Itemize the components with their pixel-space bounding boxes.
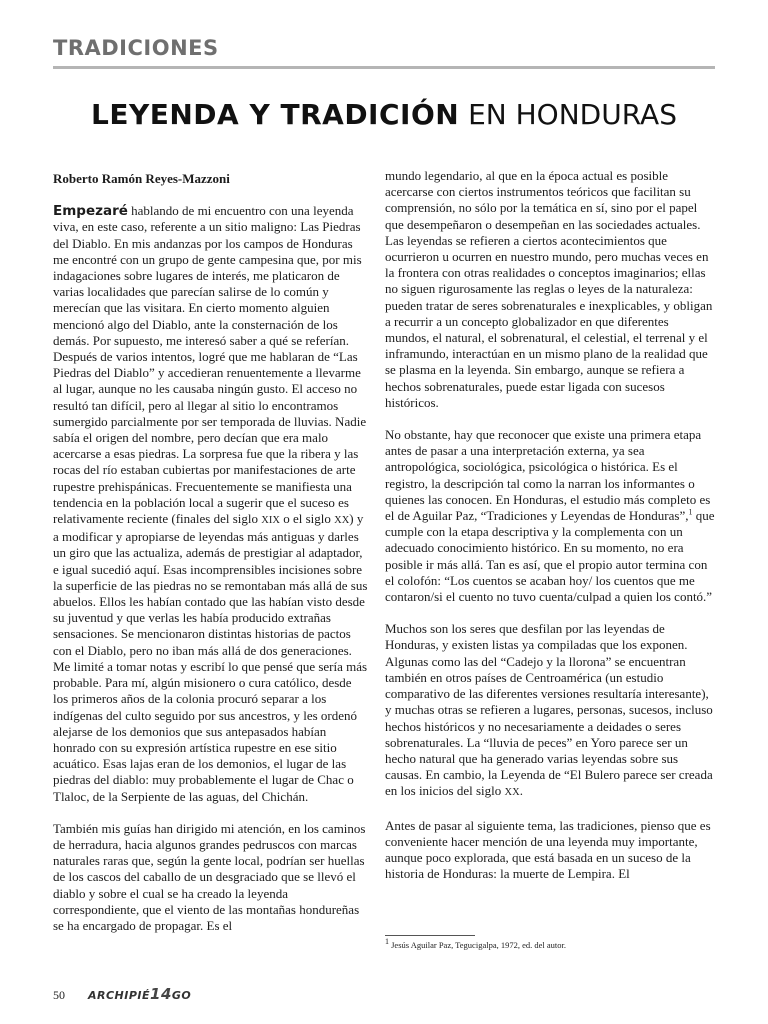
small-caps-text: XX (334, 515, 350, 527)
page-number: 50 (53, 988, 65, 1002)
article-column-right (385, 168, 715, 898)
article-title-bold: LEYENDA Y TRADICIÓN (91, 98, 460, 131)
article-paragraph (385, 427, 715, 605)
logo-text: ARCHIPIÉ (88, 989, 151, 1002)
paragraph-text: que cumple con la etapa descriptiva y la complementa con un adecuado conocimiento histórico. En su momento, no era posible ir más allá. Tan es así, que el propio autor termina con el colofón: “Los cuentos se acaban hoy/ los cuentos que me contaron/si el cuento no tuvo cuenta/culpad a quien los contó.” (385, 508, 715, 605)
article-author: Roberto Ramón Reyes-Mazzoni (53, 171, 230, 186)
logo-number: 14 (150, 985, 172, 1003)
small-caps-text: XX (504, 787, 520, 799)
dropcap-word: Empezaré (53, 203, 128, 220)
article-paragraph (53, 203, 369, 805)
footnote (385, 937, 715, 950)
magazine-logo (88, 985, 191, 1003)
footnote-mark: 1 (385, 937, 389, 947)
article-paragraph: mundo legendario, al que en la época actual es posible acercarse con ciertos instrumentos teóricos que facilitan su comprensión, no sólo por la temática en sí, sino por el papel que desempeñaron o desempeñan en las sociedades actuales. Las leyendas se refieren a ciertos acontecimientos que ocurrieron u ocurren en nuestro mundo, pero muchas veces en la frontera con otras realidades o conceptos imaginarios; ellas no siguen rigurosamente las reglas o leyes de la naturaleza: pueden tratar de seres sobrenaturales e inexplicables, y obligan a recurrir a un concepto globalizador en que diferentes mundos, el natural, el sobrenatural, el celestial, el terrenal y el inframundo, interactúan en un mismo plano de la realidad que se plasma en la leyenda. Sin embargo, aunque se refiera a hechos sobrenaturales, puede estar ligada con sucesos históricos. (385, 168, 713, 410)
paragraph-text: Muchos son los seres que desfilan por las leyendas de Honduras, y existen listas ya compiladas que los exponen. Algunas como las del “Cadejo y la llorona” se encuentran también en otros países de Centroamérica (un estudio comparativo de las diferentes versiones resultaría interesante), y muchas otras se refieren a lugares, personas, sucesos, incluso hechos históricos y no necesariamente a deidades o seres sobrenaturales. La “lluvia de peces” en Yoro parece ser un hecho natural que ha generado varias leyendas sobre sus causas. En cambio, la Leyenda de “El Bulero parece ser creada en los inicios del siglo (385, 621, 713, 799)
article-title-light: EN HONDURAS (468, 98, 677, 131)
footnote-text: Jesús Aguilar Paz, Tegucigalpa, 1972, ed. del autor. (389, 940, 567, 950)
paragraph-text: No obstante, hay que reconocer que existe una primera etapa antes de pasar a una interpretación externa, ya sea antropológica, sociológica, psicológica o histórica. Es el registro, la descripción tal como la narran los informantes o quienes las conocen. En Honduras, el estudio más completo es el de Aguilar Paz, “Tradiciones y Leyendas de Honduras”, (385, 427, 711, 524)
small-caps-text: XIX (261, 515, 280, 527)
article-paragraph: Antes de pasar al siguiente tema, las tradiciones, pienso que es conveniente hacer mención de una leyenda muy importante, aunque poco explorada, que está basada en un suceso de la historia de Honduras: la muerte de Lempira. El (385, 817, 711, 882)
article-title (0, 98, 768, 131)
article-column-left (53, 171, 369, 950)
paragraph-text: hablando de mi encuentro con una leyenda viva, en este caso, referente a un sitio maligno: Las Piedras del Diablo. En mis andanzas por los campos de Honduras me encontré con un grupo de gente campesina que, por mis indagaciones sobre lugares de interés, me platicaron de varias localidades que parecían salirse de lo común y merecían que las visitara. En cierto momento alguien mencionó algo del Diablo, ante la consternación de los demás. Por supuesto, me interesó saber a qué se referían. Después de varios intentos, logré que me hablaran de “Las Piedras del Diablo” y accedieran renuentemente a llevarme al lugar, aunque no les causaba ningún gusto. El acceso no resultó tan difícil, pero al llegar al sitio lo encontramos sumergido parcialmente por ser temporada de lluvias. Nadie sabía el origen del nombre, pero decían que era malo acercarse a esas piedras. La sorpresa fue que la ribera y las rocas del río estaban cubiertas por manifestaciones de arte rupestre prehispánicas. Frecuentemente se manifiesta una tendencia en la población local a sugerir que el suceso es relativamente reciente (finales del siglo (53, 203, 367, 527)
footnote-rule (385, 935, 475, 936)
article-paragraph: También mis guías han dirigido mi atención, en los caminos de herradura, hacia algunos grandes pedruscos con marcas naturales raras que, según la gente local, podrían ser huellas de los cascos del caballo de un desgraciado que se llevó el diablo y sobre el cual se ha creado la leyenda correspondiente, que el viento de las montañas hondureñas se ha encargado de propagar. Es el (53, 820, 366, 933)
section-rule (53, 66, 715, 69)
section-header: TRADICIONES (53, 36, 219, 60)
paragraph-text: ) y a modificar y apropiarse de leyendas más antiguas y darles un giro que las actualiza, además de prestigiar al adaptador, e igual sucedió aquí. Esas incomprensibles incisiones sobre la superficie de las piedras no se remontaban más allá de sus abuelos. Ellos les habían contado que las habían visto desde su juventud y que verlas les había producido extrañas sensaciones. Se mencionaron distintas historias de pactos con el Diablo, pero no iban más allá de dos generaciones. Me limité a tomar notas y escribí lo que pensé que sería más probable. Para mí, algún misionero o cura católico, desde los primeros años de la colonia procuró separar a los indígenas del culto seguido por sus ancestros, y les ordenó alejarse de los demonios que sus antepasados habían honrado con su expresión artística rupestre en ese sitio acuático. Esas lajas eran de los demonios, el lugar de las piedras del diablo: muy probablemente el lugar de Chac o Tlaloc, de la Serpiente de las aguas, del Chichán. (53, 511, 368, 804)
paragraph-text: o el siglo (279, 511, 335, 527)
paragraph-text: . (519, 783, 523, 799)
footnote-reference[interactable]: 1 (688, 507, 693, 517)
article-paragraph (385, 621, 715, 801)
logo-text: GO (171, 989, 192, 1002)
